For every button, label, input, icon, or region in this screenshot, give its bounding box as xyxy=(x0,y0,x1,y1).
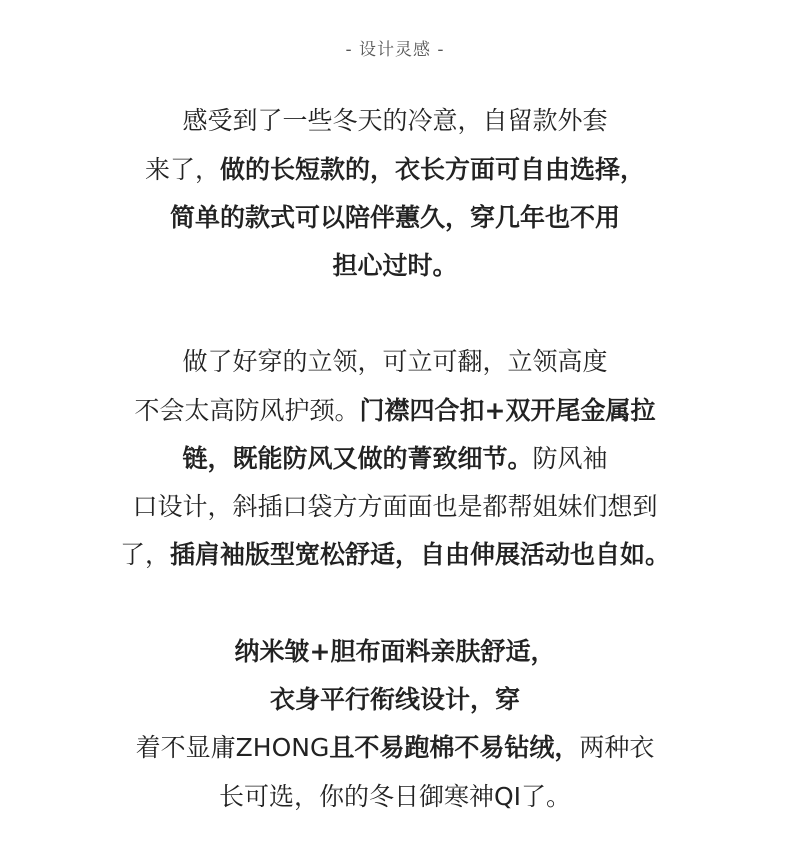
paragraph3-line3-b: 且不易跑棉不易钻绒， xyxy=(329,733,580,762)
paragraph1-line1: 感受到了一些冬天的冷意，自留款外套 xyxy=(182,106,608,135)
paragraph3-line3-a: 着不显庸ZHONG xyxy=(135,733,330,762)
paragraph1-line2 xyxy=(0,153,790,187)
paragraph2-line2-a: 不会太高防风护颈。 xyxy=(134,396,360,425)
paragraph3-line2-text: 衣身平行衔线设计，穿 xyxy=(269,685,520,714)
paragraph3-line4: 长可选，你的冬日御寒神QI了。 xyxy=(218,782,572,811)
paragraph2-line5 xyxy=(0,538,790,572)
paragraph2-line1: 做了好穿的立领，可立可翻，立领高度 xyxy=(182,347,608,376)
paragraph3-line1-text: 纳米皱+胆布面料亲肤舒适， xyxy=(234,637,556,666)
paragraph2-line2-b: 门襟四合扣+双开尾金属拉 xyxy=(359,396,656,425)
paragraph3-line3-c: 两种衣 xyxy=(579,733,655,762)
paragraph1-line2-a: 来了， xyxy=(144,155,220,184)
paragraph1-line2-b: 做的长短款的，衣长方面可自由选择， xyxy=(220,155,646,184)
paragraph3-line2 xyxy=(0,683,790,717)
paragraph1-line4 xyxy=(0,249,790,283)
paragraph2-line5-a: 了， xyxy=(119,540,170,569)
paragraph1-line4-text: 担心过时。 xyxy=(332,251,458,280)
paragraph2-line3 xyxy=(0,442,790,476)
paragraph2-line5-b: 插肩袖版型宽松舒适，自由伸展活动也自如。 xyxy=(170,540,671,569)
paragraph1-line3-text: 简单的款式可以陪伴蕙久，穿几年也不用 xyxy=(169,203,620,232)
paragraph2-line3-b: 防风袖 xyxy=(532,444,608,473)
paragraph2-line2 xyxy=(0,394,790,428)
paragraph3-line1 xyxy=(0,635,790,669)
paragraph1-line3 xyxy=(0,201,790,235)
paragraph3-line3 xyxy=(0,731,790,765)
paragraph2-line3-a: 链，既能防风又做的菁致细节。 xyxy=(182,444,533,473)
paragraph2-line4: 口设计，斜插口袋方方面面也是都帮姐妹们想到 xyxy=(132,492,658,521)
section-label: - 设计灵感 - xyxy=(345,40,445,60)
